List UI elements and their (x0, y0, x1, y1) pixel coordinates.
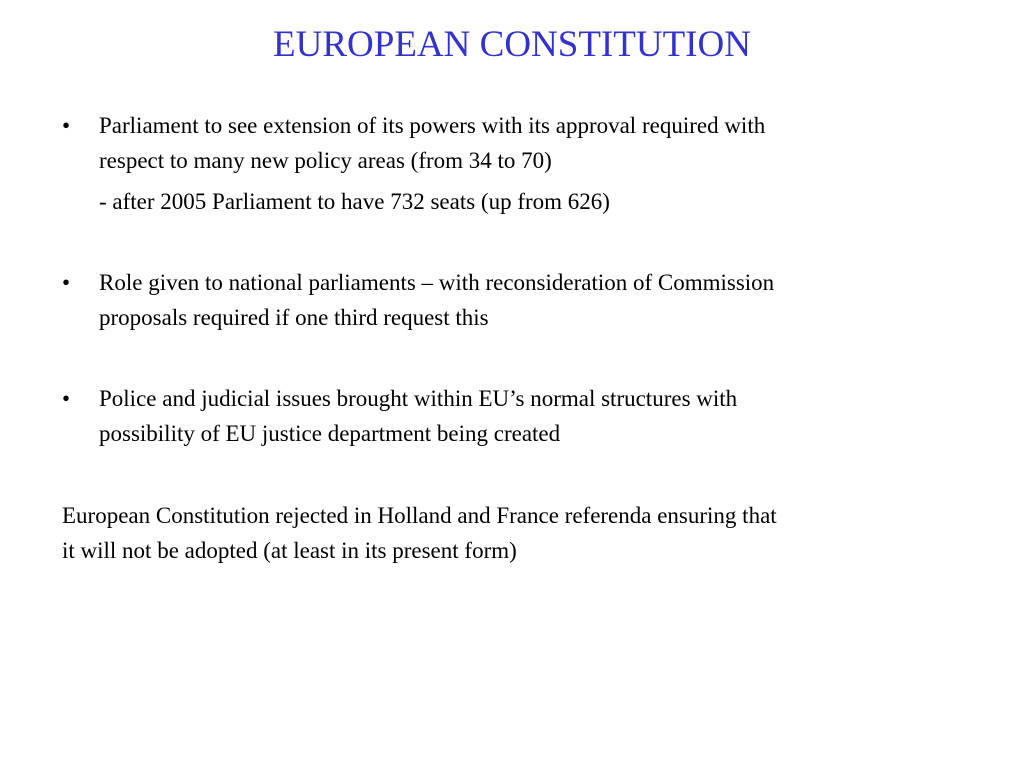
conclusion-line: European Constitution rejected in Holland and France referenda ensuring that (62, 503, 777, 528)
bullet-dot-icon: • (62, 113, 71, 138)
bullet-line: Police and judicial issues brought within EU’s normal structures with (99, 386, 738, 411)
bullet-text (99, 108, 949, 178)
conclusion-line: it will not be adopted (at least in its present form) (62, 538, 517, 563)
bullet-dot-icon: • (62, 386, 71, 411)
bullet-text (99, 381, 949, 451)
bullet-line: possibility of EU justice department being created (99, 421, 561, 446)
bullet-line: respect to many new policy areas (from 34 to 70) (99, 148, 552, 173)
bullet-dot-icon: • (62, 270, 71, 295)
bullet-line: proposals required if one third request this (99, 305, 489, 330)
conclusion-paragraph (62, 498, 962, 568)
bullet-text (99, 265, 949, 335)
bullet-line: Role given to national parliaments – with reconsideration of Commission (99, 270, 775, 295)
slide-title: EUROPEAN CONSTITUTION (273, 24, 751, 65)
sub-point: - after 2005 Parliament to have 732 seats (up from 626) (99, 189, 610, 214)
bullet-line: Parliament to see extension of its powers with its approval required with (99, 113, 766, 138)
